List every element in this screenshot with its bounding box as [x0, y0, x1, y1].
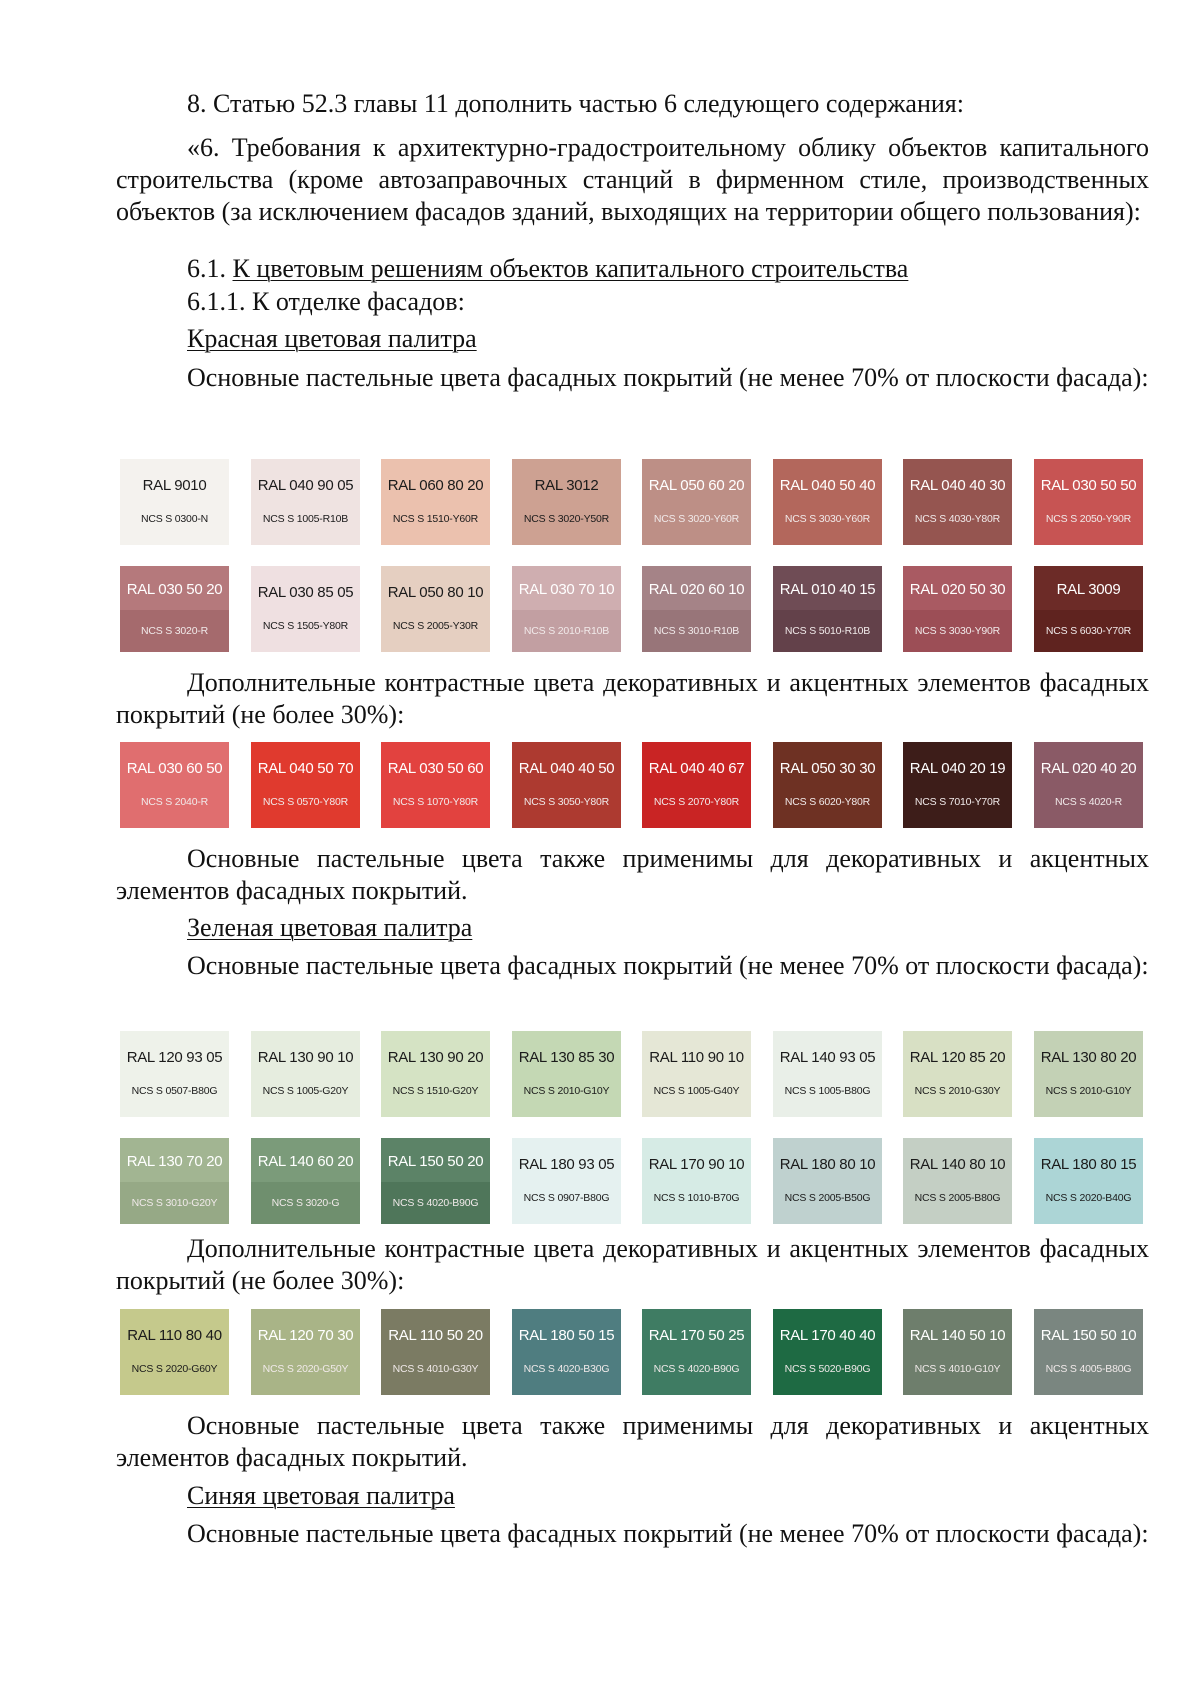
ral-code: RAL 140 60 20: [257, 1153, 354, 1170]
green-extra-row: [120, 1309, 1142, 1395]
ncs-code: NCS S 2050-Y90R: [1045, 513, 1132, 525]
color-swatch: [642, 566, 751, 652]
ncs-code: NCS S 0507-B80G: [131, 1085, 218, 1097]
green-main-row-2: [120, 1138, 1142, 1224]
ral-code: RAL 020 40 20: [1040, 760, 1137, 777]
ncs-code: NCS S 2070-Y80R: [653, 796, 740, 808]
ncs-code: NCS S 2005-B50G: [784, 1192, 871, 1204]
ral-code: RAL 180 93 05: [518, 1156, 615, 1173]
ral-code: RAL 120 93 05: [126, 1049, 223, 1066]
color-swatch: [903, 566, 1012, 652]
ral-code: RAL 040 90 05: [257, 477, 354, 494]
ral-code: RAL 030 70 10: [518, 581, 615, 598]
color-swatch: [512, 566, 621, 652]
ncs-code: NCS S 3050-Y80R: [523, 796, 610, 808]
ncs-code: NCS S 1005-G40Y: [653, 1085, 740, 1097]
ral-code: RAL 110 80 40: [127, 1327, 222, 1344]
ral-code: RAL 040 50 70: [257, 760, 354, 777]
ral-code: RAL 040 40 30: [909, 477, 1006, 494]
color-swatch: [381, 566, 490, 652]
ncs-code: NCS S 3020-R: [140, 625, 209, 637]
color-swatch: [1034, 742, 1143, 828]
ncs-code: NCS S 4020-B90G: [392, 1197, 479, 1209]
ral-code: RAL 040 40 50: [518, 760, 615, 777]
color-swatch: [381, 459, 490, 545]
color-swatch: [381, 1309, 490, 1395]
ncs-code: NCS S 2005-Y30R: [392, 620, 479, 632]
ncs-code: NCS S 2010-G10Y: [1045, 1085, 1132, 1097]
red-palette-title: Красная цветовая палитра: [187, 324, 477, 353]
color-swatch: [512, 459, 621, 545]
ncs-code: NCS S 1005-R10B: [262, 513, 349, 525]
color-swatch: [642, 1138, 751, 1224]
ncs-code: NCS S 1505-Y80R: [262, 620, 349, 632]
ncs-code: NCS S 6030-Y70R: [1045, 625, 1132, 637]
ral-code: RAL 040 40 67: [648, 760, 745, 777]
color-swatch: [120, 742, 229, 828]
ncs-code: NCS S 2020-G50Y: [262, 1363, 349, 1375]
color-swatch: [251, 1309, 360, 1395]
ncs-code: NCS S 0300-N: [140, 513, 209, 525]
ncs-code: NCS S 4010-G30Y: [392, 1363, 479, 1375]
color-swatch: [251, 459, 360, 545]
ral-code: RAL 180 80 10: [779, 1156, 876, 1173]
color-swatch: [1034, 459, 1143, 545]
item-6-1-number: 6.1.: [187, 254, 233, 283]
color-swatch: [381, 1138, 490, 1224]
ncs-code: NCS S 2010-G10Y: [523, 1085, 610, 1097]
ncs-code: NCS S 3020-G: [271, 1197, 340, 1209]
part6-paragraph: «6. Требования к архитектурно-градостроительному облику объектов капитального строительства (кроме автозаправочных станций в фирменном стиле, производственных объектов (за исключением фасадов зданий, выходящих на территории общего пользования):: [116, 133, 1149, 226]
ral-code: RAL 030 60 50: [126, 760, 223, 777]
color-swatch: [120, 1031, 229, 1117]
ral-code: RAL 150 50 20: [387, 1153, 484, 1170]
ral-code: RAL 140 80 10: [909, 1156, 1006, 1173]
green-main-row-1: [120, 1031, 1142, 1117]
red-main-row-2: [120, 566, 1142, 652]
color-swatch: [512, 1031, 621, 1117]
color-swatch: [1034, 566, 1143, 652]
ral-code: RAL 110 50 20: [388, 1327, 483, 1344]
ral-code: RAL 040 50 40: [779, 477, 876, 494]
color-swatch: [1034, 1031, 1143, 1117]
ral-code: RAL 030 50 50: [1040, 477, 1137, 494]
ral-code: RAL 130 85 30: [518, 1049, 615, 1066]
ncs-code: NCS S 2040-R: [140, 796, 209, 808]
ral-code: RAL 170 50 25: [648, 1327, 745, 1344]
ncs-code: NCS S 2010-G30Y: [914, 1085, 1001, 1097]
color-swatch: [251, 742, 360, 828]
color-swatch: [381, 1031, 490, 1117]
red-extra-row: [120, 742, 1142, 828]
color-swatch: [903, 1138, 1012, 1224]
ncs-code: NCS S 2010-R10B: [523, 625, 610, 637]
ncs-code: NCS S 3020-Y60R: [653, 513, 740, 525]
ncs-code: NCS S 1005-G20Y: [262, 1085, 349, 1097]
ral-code: RAL 150 50 10: [1040, 1327, 1137, 1344]
ral-code: RAL 130 80 20: [1040, 1049, 1137, 1066]
ncs-code: NCS S 4020-B90G: [653, 1363, 740, 1375]
ncs-code: NCS S 3030-Y90R: [914, 625, 1001, 637]
color-swatch: [120, 1309, 229, 1395]
color-swatch: [773, 1031, 882, 1117]
color-swatch: [251, 1031, 360, 1117]
ral-code: RAL 030 85 05: [257, 584, 354, 601]
green-extra-text: Дополнительные контрастные цвета декоративных и акцентных элементов фасадных покрытий (не более 30%):: [116, 1234, 1149, 1295]
ncs-code: NCS S 4030-Y80R: [914, 513, 1001, 525]
ral-code: RAL 3012: [534, 477, 599, 494]
color-swatch: [642, 459, 751, 545]
green-main-text: Основные пастельные цвета фасадных покрытий (не менее 70% от плоскости фасада):: [187, 951, 1149, 980]
color-swatch: [773, 459, 882, 545]
color-swatch: [512, 1309, 621, 1395]
color-swatch: [773, 566, 882, 652]
ncs-code: NCS S 2005-B80G: [914, 1192, 1001, 1204]
ral-code: RAL 3009: [1056, 581, 1121, 598]
ncs-code: NCS S 0907-B80G: [523, 1192, 610, 1204]
color-swatch: [903, 1031, 1012, 1117]
ncs-code: NCS S 1510-Y60R: [392, 513, 479, 525]
color-swatch: [512, 1138, 621, 1224]
ral-code: RAL 040 20 19: [909, 760, 1006, 777]
ral-code: RAL 170 40 40: [779, 1327, 876, 1344]
item-6-1-1: 6.1.1. К отделке фасадов:: [187, 287, 465, 316]
red-main-text: Основные пастельные цвета фасадных покрытий (не менее 70% от плоскости фасада):: [187, 363, 1149, 392]
ncs-code: NCS S 3010-R10B: [653, 625, 740, 637]
ral-code: RAL 110 90 10: [649, 1049, 744, 1066]
item-6-1: [187, 253, 908, 285]
intro-paragraph: 8. Статью 52.3 главы 11 дополнить частью 6 следующего содержания:: [187, 89, 964, 118]
color-swatch: [120, 1138, 229, 1224]
ncs-code: NCS S 5010-R10B: [784, 625, 871, 637]
ncs-code: NCS S 3020-Y50R: [523, 513, 610, 525]
ncs-code: NCS S 6020-Y80R: [784, 796, 871, 808]
color-swatch: [251, 566, 360, 652]
ncs-code: NCS S 4020-B30G: [523, 1363, 610, 1375]
ncs-code: NCS S 1070-Y80R: [392, 796, 479, 808]
red-main-row-1: [120, 459, 1142, 545]
color-swatch: [251, 1138, 360, 1224]
color-swatch: [642, 1309, 751, 1395]
ncs-code: NCS S 7010-Y70R: [914, 796, 1001, 808]
ral-code: RAL 050 30 30: [779, 760, 876, 777]
ral-code: RAL 130 70 20: [126, 1153, 223, 1170]
ral-code: RAL 130 90 10: [257, 1049, 354, 1066]
color-swatch: [1034, 1309, 1143, 1395]
ncs-code: NCS S 2020-B40G: [1045, 1192, 1132, 1204]
ncs-code: NCS S 4020-R: [1054, 796, 1123, 808]
ral-code: RAL 020 50 30: [909, 581, 1006, 598]
color-swatch: [903, 459, 1012, 545]
color-swatch: [903, 742, 1012, 828]
ral-code: RAL 120 85 20: [909, 1049, 1006, 1066]
ncs-code: NCS S 1010-B70G: [653, 1192, 740, 1204]
color-swatch: [773, 742, 882, 828]
blue-main-text: Основные пастельные цвета фасадных покрытий (не менее 70% от плоскости фасада):: [187, 1519, 1149, 1548]
color-swatch: [773, 1309, 882, 1395]
red-extra-text: Дополнительные контрастные цвета декоративных и акцентных элементов фасадных покрытий (не более 30%):: [116, 668, 1149, 729]
ncs-code: NCS S 0570-Y80R: [262, 796, 349, 808]
green-palette-title: Зеленая цветовая палитра: [187, 913, 473, 942]
red-note: Основные пастельные цвета также применимы для декоративных и акцентных элементов фасадных покрытий.: [116, 844, 1149, 905]
blue-palette-title: Синяя цветовая палитра: [187, 1481, 455, 1510]
ral-code: RAL 180 50 15: [518, 1327, 615, 1344]
color-swatch: [381, 742, 490, 828]
ral-code: RAL 060 80 20: [387, 477, 484, 494]
ncs-code: NCS S 4005-B80G: [1045, 1363, 1132, 1375]
item-6-1-heading: К цветовым решениям объектов капитального строительства: [232, 254, 909, 283]
color-swatch: [903, 1309, 1012, 1395]
ral-code: RAL 170 90 10: [648, 1156, 745, 1173]
ncs-code: NCS S 3010-G20Y: [131, 1197, 218, 1209]
ncs-code: NCS S 5020-B90G: [784, 1363, 871, 1375]
ral-code: RAL 120 70 30: [257, 1327, 354, 1344]
ncs-code: NCS S 4010-G10Y: [914, 1363, 1001, 1375]
ncs-code: NCS S 1005-B80G: [784, 1085, 871, 1097]
green-note: Основные пастельные цвета также применимы для декоративных и акцентных элементов фасадных покрытий.: [116, 1411, 1149, 1472]
ncs-code: NCS S 2020-G60Y: [131, 1363, 218, 1375]
color-swatch: [773, 1138, 882, 1224]
color-swatch: [1034, 1138, 1143, 1224]
color-swatch: [512, 742, 621, 828]
ral-code: RAL 130 90 20: [387, 1049, 484, 1066]
color-swatch: [120, 459, 229, 545]
ral-code: RAL 9010: [142, 477, 207, 494]
ral-code: RAL 050 80 10: [387, 584, 484, 601]
color-swatch: [120, 566, 229, 652]
ral-code: RAL 140 50 10: [909, 1327, 1006, 1344]
ral-code: RAL 050 60 20: [648, 477, 745, 494]
ncs-code: NCS S 1510-G20Y: [392, 1085, 479, 1097]
ral-code: RAL 030 50 20: [126, 581, 223, 598]
ral-code: RAL 180 80 15: [1040, 1156, 1137, 1173]
ral-code: RAL 140 93 05: [779, 1049, 876, 1066]
ral-code: RAL 030 50 60: [387, 760, 484, 777]
color-swatch: [642, 742, 751, 828]
ral-code: RAL 010 40 15: [779, 581, 876, 598]
ncs-code: NCS S 3030-Y60R: [784, 513, 871, 525]
ral-code: RAL 020 60 10: [648, 581, 745, 598]
color-swatch: [642, 1031, 751, 1117]
